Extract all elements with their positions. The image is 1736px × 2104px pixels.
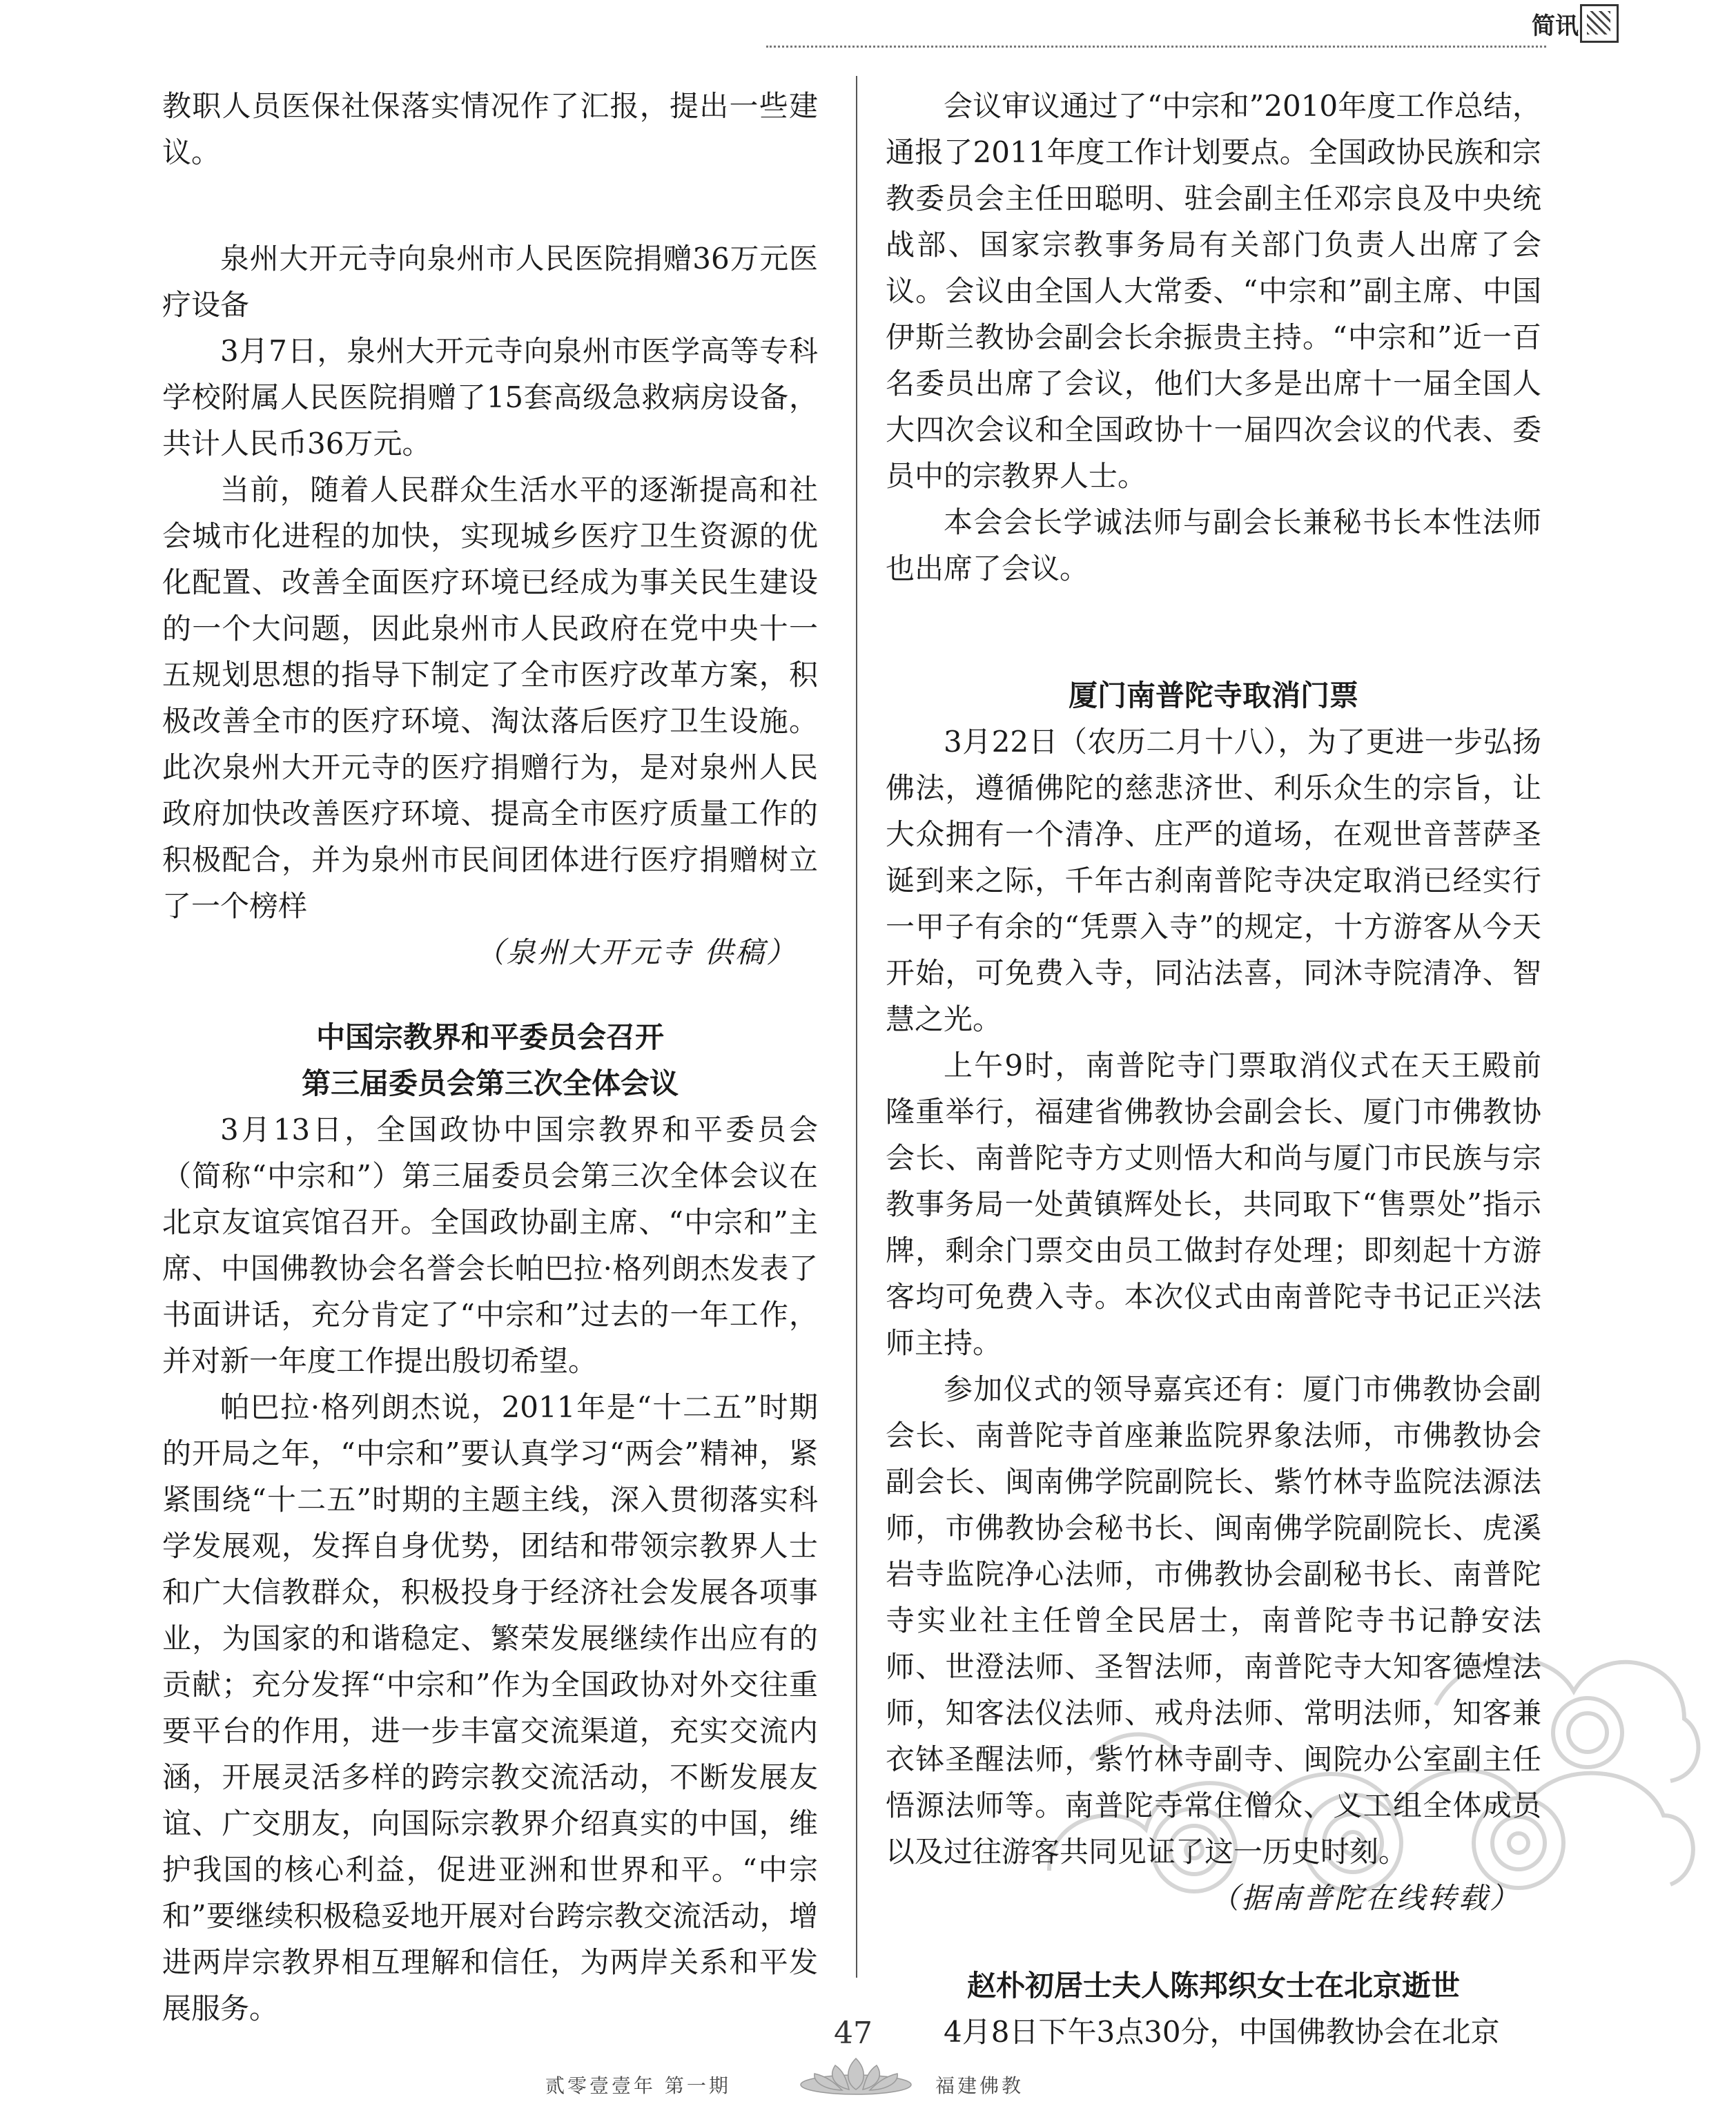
article-source: （据南普陀在线转载） (1209, 1881, 1521, 1915)
article-paragraph: 4月8日下午3点30分，中国佛教协会在北京 (944, 2015, 1500, 2049)
article-paragraph: 上午9时，南普陀寺门票取消仪式在天王殿前隆重举行，福建省佛教协会副会长、厦门市佛教协会长、南普陀寺方丈则悟大和尚与厦门市民族与宗教事务局一处黄镇辉处长，共同取下“售票处”指示牌，剩余门票交由员工做封存处理；即刻起十方游客均可免费入寺。本次仪式由南普陀寺书记正兴法师主持。 (886, 1049, 1541, 1360)
header-dotted-rule (766, 46, 1546, 48)
article-paragraph: 3月13日，全国政协中国宗教界和平委员会（简称“中宗和”）第三届委员会第三次全体会议在北京友谊宾馆召开。全国政协副主席、“中宗和”主席、中国佛教协会名誉会长帕巴拉·格列朗杰发表了书面讲话，充分肯定了“中宗和”过去的一年工作，并对新一年度工作提出殷切希望。 (162, 1113, 818, 1378)
article-paragraph: 会议审议通过了“中宗和”2010年度工作总结，通报了2011年度工作计划要点。全国政协民族和宗教委员会主任田聪明、驻会副主任邓宗良及中央统战部、国家宗教事务局有关部门负责人出席了会议。会议由全国人大常委、“中宗和”副主席、中国伊斯兰教协会副会长余振贵主持。“中宗和”近一百名委员出席了会议，他们大多是出席十一届全国人大四次会议和全国政协十一届四次会议的代表、委员中的宗教界人士。 (886, 89, 1541, 493)
right-column (886, 83, 1541, 2055)
issue-label: 贰零壹壹年 第一期 (545, 2074, 731, 2097)
article-source: （泉州大开元寺 供稿） (475, 935, 797, 969)
page-footer (0, 2016, 1736, 2104)
magazine-name: 福建佛教 (935, 2074, 1024, 2097)
article-paragraph: 本会会长学诚法师与副会长兼秘书长本性法师也出席了会议。 (886, 505, 1541, 585)
article-title-quanzhou-donation: 泉州大开元寺向泉州市人民医院捐赠36万元医疗设备 (162, 242, 818, 322)
article-paragraph: 3月22日（农历二月十八），为了更进一步弘扬佛法，遵循佛陀的慈悲济世、利乐众生的宗旨，让大众拥有一个清净、庄严的道场，在观世音菩萨圣诞到来之际，千年古刹南普陀寺决定取消已经实行一甲子有余的“凭票入寺”的规定，十方游客从今天开始，可免费入寺，同沾法喜，同沐寺院清净、智慧之光。 (886, 725, 1541, 1036)
article-paragraph: 3月7日，泉州大开元寺向泉州市医学高等专科学校附属人民医院捐赠了15套高级急救病房设备，共计人民币36万元。 (162, 334, 818, 460)
article-paragraph: 当前，随着人民群众生活水平的逐渐提高和社会城市化进程的加快，实现城乡医疗卫生资源的优化配置、改善全面医疗环境已经成为事关民生建设的一个大问题，因此泉州市人民政府在党中央十一五规划思想的指导下制定了全市医疗改革方案，积极改善全市的医疗环境、淘汰落后医疗卫生设施。此次泉州大开元寺的医疗捐赠行为，是对泉州人民政府加快改善医疗环境、提高全市医疗质量工作的积极配合，并为泉州市民间团体进行医疗捐赠树立了一个榜样 (162, 473, 818, 923)
article-title-chen-bangzhi: 赵朴初居士夫人陈邦织女士在北京逝世 (966, 1969, 1460, 2003)
article-paragraph: 参加仪式的领导嘉宾还有：厦门市佛教协会副会长、南普陀寺首座兼监院界象法师，市佛教协会副会长、闽南佛学院副院长、紫竹林寺监院法源法师，市佛教协会秘书长、闽南佛学院副院长、虎溪岩寺监院净心法师，市佛教协会副秘书长、南普陀寺实业社主任曾全民居士，南普陀寺书记静安法师、世澄法师、圣智法师，南普陀寺大知客德煌法师，知客法仪法师、戒舟法师、常明法师，知客兼衣钵圣醒法师，紫竹林寺副寺、闽院办公室副主任悟源法师等。南普陀寺常住僧众、义工组全体成员以及过往游客共同见证了这一历史时刻。 (886, 1372, 1541, 1869)
article-paragraph: 帕巴拉·格列朗杰说，2011年是“十二五”时期的开局之年，“中宗和”要认真学习“两会”精神，紧紧围绕“十二五”时期的主题主线，深入贯彻落实科学发展观，发挥自身优势，团结和带领宗教界人士和广大信教群众，积极投身于经济社会发展各项事业，为国家的和谐稳定、繁荣发展继续作出应有的贡献；充分发挥“中宗和”作为全国政协对外交往重要平台的作用，进一步丰富交流渠道，充实交流内涵，开展灵活多样的跨宗教交流活动，不断发展友谊、广交朋友，向国际宗教界介绍真实的中国，维护我国的核心利益，促进亚洲和世界和平。“中宗和”要继续积极稳妥地开展对台跨宗教交流活动，增进两岸宗教界相互理解和信任，为两岸关系和平发展服务。 (162, 1390, 818, 2025)
article-title-peace-committee-line1: 中国宗教界和平委员会召开 (315, 1020, 664, 1054)
continued-paragraph: 教职人员医保社保落实情况作了汇报，提出一些建议。 (162, 89, 818, 169)
left-column (162, 83, 818, 2032)
fujian-buddhism-seal-icon (1580, 4, 1619, 43)
section-label: 简讯 (1532, 12, 1579, 40)
page-header (0, 0, 1736, 55)
article-title-nanputuo-tickets: 厦门南普陀寺取消门票 (1068, 679, 1358, 712)
lotus-icon (794, 2052, 918, 2100)
article-title-peace-committee-line2: 第三届委员会第三次全体会议 (301, 1066, 679, 1100)
page-number: 47 (834, 2016, 872, 2051)
column-divider (856, 76, 857, 1978)
